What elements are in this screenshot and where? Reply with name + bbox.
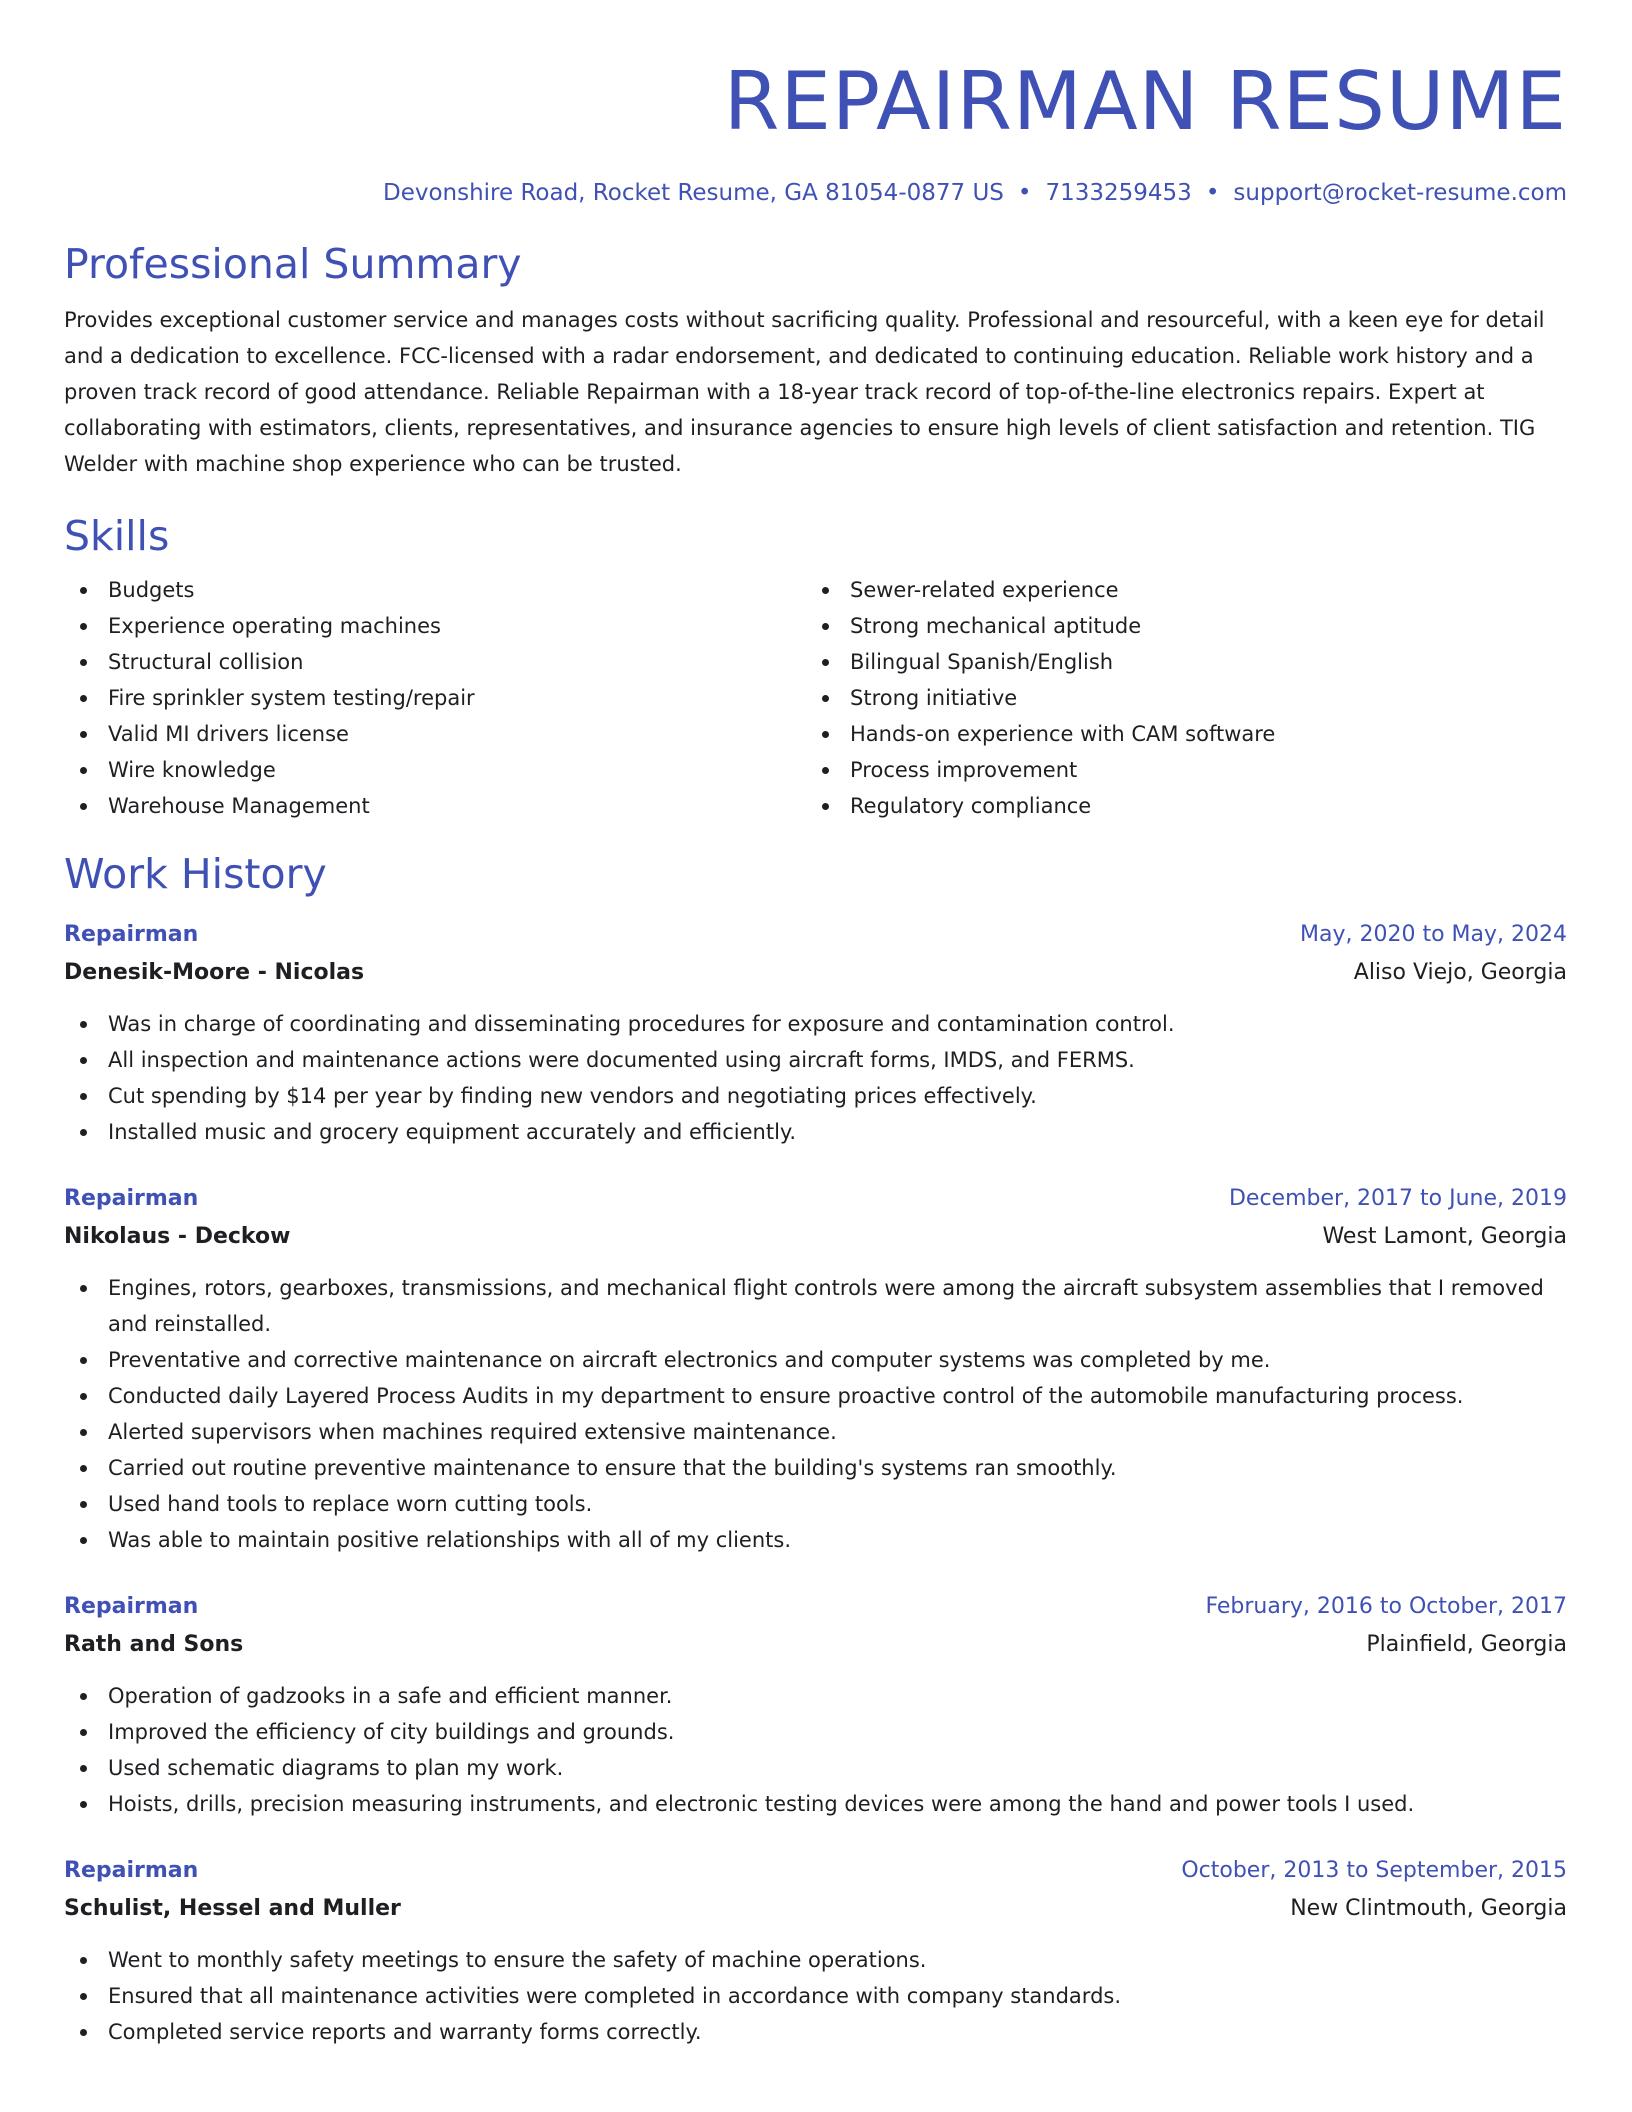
job-bullet: Conducted daily Layered Process Audits in my department to ensure proactive control of the automobile manufacturing process. bbox=[64, 1378, 1567, 1414]
job-bullet: Went to monthly safety meetings to ensure the safety of machine operations. bbox=[64, 1942, 1567, 1978]
job-dates: December, 2017 to June, 2019 bbox=[1228, 1186, 1567, 1211]
job-dates: February, 2016 to October, 2017 bbox=[1205, 1594, 1567, 1619]
job-location: New Clintmouth, Georgia bbox=[1290, 1896, 1567, 1921]
skill-item: Structural collision bbox=[64, 644, 806, 680]
summary-heading: Professional Summary bbox=[64, 240, 522, 288]
job-subheader bbox=[64, 1218, 1567, 1256]
job-bullets bbox=[64, 1270, 1567, 1558]
skill-item: Sewer-related experience bbox=[806, 572, 1548, 608]
job-bullet: Used schematic diagrams to plan my work. bbox=[64, 1750, 1567, 1786]
job-bullet: Engines, rotors, gearboxes, transmissions, and mechanical flight controls were among the aircraft subsystem assemblies that I removed and reinstalled. bbox=[64, 1270, 1567, 1342]
skill-item: Regulatory compliance bbox=[806, 788, 1548, 824]
skills-list bbox=[64, 572, 1567, 824]
job-bullet: Hoists, drills, precision measuring instruments, and electronic testing devices were among the hand and power tools I used. bbox=[64, 1786, 1567, 1822]
skill-item: Bilingual Spanish/English bbox=[806, 644, 1548, 680]
job-location: West Lamont, Georgia bbox=[1322, 1224, 1567, 1249]
job-bullet: Used hand tools to replace worn cutting tools. bbox=[64, 1486, 1567, 1522]
job-dates: October, 2013 to September, 2015 bbox=[1181, 1858, 1567, 1883]
skill-item: Experience operating machines bbox=[64, 608, 806, 644]
job-title: Repairman bbox=[64, 922, 199, 947]
skill-item: Strong mechanical aptitude bbox=[806, 608, 1548, 644]
job-subheader bbox=[64, 1626, 1567, 1664]
job-bullet: All inspection and maintenance actions were documented using aircraft forms, IMDS, and FERMS. bbox=[64, 1042, 1567, 1078]
job-company: Nikolaus - Deckow bbox=[64, 1224, 291, 1249]
job-title: Repairman bbox=[64, 1186, 199, 1211]
contact-phone: 7133259453 bbox=[1045, 180, 1192, 206]
job-entry bbox=[64, 1588, 1567, 1822]
job-bullet: Operation of gadzooks in a safe and efficient manner. bbox=[64, 1678, 1567, 1714]
skill-item: Warehouse Management bbox=[64, 788, 806, 824]
job-company: Denesik-Moore - Nicolas bbox=[64, 960, 365, 985]
job-bullet: Was in charge of coordinating and disseminating procedures for exposure and contamination control. bbox=[64, 1006, 1567, 1042]
skill-item: Valid MI drivers license bbox=[64, 716, 806, 752]
job-entry bbox=[64, 1852, 1567, 2050]
work-history-heading: Work History bbox=[64, 850, 327, 898]
summary-text: Provides exceptional customer service and manages costs without sacrificing quality. Professional and resourceful, with a keen eye for detail and a dedication to excellence. FCC-licensed with a radar endorsement, and dedicated to continuing education. Reliable work history and a proven track record of good attendance. Reliable Repairman with a 18-year track record of top-of-the-line electronics repairs. Expert at collaborating with estimators, clients, representatives, and insurance agencies to ensure high levels of client satisfaction and retention. TIG Welder with machine shop experience who can be trusted. bbox=[64, 308, 1545, 476]
job-bullet: Cut spending by $14 per year by finding new vendors and negotiating prices effectively. bbox=[64, 1078, 1567, 1114]
contact-email: support@rocket-resume.com bbox=[1233, 180, 1567, 206]
job-header bbox=[64, 916, 1567, 954]
contact-address: Devonshire Road, Rocket Resume, GA 81054-0877 US bbox=[382, 180, 1004, 206]
skill-item: Budgets bbox=[64, 572, 806, 608]
job-bullet: Alerted supervisors when machines required extensive maintenance. bbox=[64, 1414, 1567, 1450]
job-bullet: Completed service reports and warranty forms correctly. bbox=[64, 2014, 1567, 2050]
job-bullets bbox=[64, 1678, 1567, 1822]
contact-separator: • bbox=[1205, 180, 1220, 206]
job-location: Aliso Viejo, Georgia bbox=[1353, 960, 1567, 985]
skills-column-left bbox=[64, 572, 806, 824]
job-subheader bbox=[64, 954, 1567, 992]
job-bullet: Was able to maintain positive relationships with all of my clients. bbox=[64, 1522, 1567, 1558]
job-header bbox=[64, 1588, 1567, 1626]
job-header bbox=[64, 1180, 1567, 1218]
contact-separator: • bbox=[1017, 180, 1032, 206]
resume-title: REPAIRMAN RESUME bbox=[723, 55, 1567, 148]
skill-item: Hands-on experience with CAM software bbox=[806, 716, 1548, 752]
job-dates: May, 2020 to May, 2024 bbox=[1300, 922, 1567, 947]
job-subheader bbox=[64, 1890, 1567, 1928]
job-bullets bbox=[64, 1006, 1567, 1150]
resume-page bbox=[64, 0, 1567, 2080]
skill-item: Fire sprinkler system testing/repair bbox=[64, 680, 806, 716]
job-company: Rath and Sons bbox=[64, 1632, 244, 1657]
job-bullet: Preventative and corrective maintenance on aircraft electronics and computer systems was completed by me. bbox=[64, 1342, 1567, 1378]
job-bullet: Ensured that all maintenance activities were completed in accordance with company standards. bbox=[64, 1978, 1567, 2014]
job-entry bbox=[64, 1180, 1567, 1558]
contact-line bbox=[64, 178, 1567, 208]
skills-heading: Skills bbox=[64, 512, 170, 560]
job-bullet: Installed music and grocery equipment accurately and efficiently. bbox=[64, 1114, 1567, 1150]
skills-column-right bbox=[806, 572, 1548, 824]
skill-item: Strong initiative bbox=[806, 680, 1548, 716]
skill-item: Process improvement bbox=[806, 752, 1548, 788]
job-bullets bbox=[64, 1942, 1567, 2050]
job-entry bbox=[64, 916, 1567, 1150]
job-bullet: Carried out routine preventive maintenance to ensure that the building's systems ran smoothly. bbox=[64, 1450, 1567, 1486]
skill-item: Wire knowledge bbox=[64, 752, 806, 788]
job-location: Plainfield, Georgia bbox=[1366, 1632, 1567, 1657]
job-title: Repairman bbox=[64, 1858, 199, 1883]
job-company: Schulist, Hessel and Muller bbox=[64, 1896, 401, 1921]
job-bullet: Improved the efficiency of city buildings and grounds. bbox=[64, 1714, 1567, 1750]
job-header bbox=[64, 1852, 1567, 1890]
job-title: Repairman bbox=[64, 1594, 199, 1619]
